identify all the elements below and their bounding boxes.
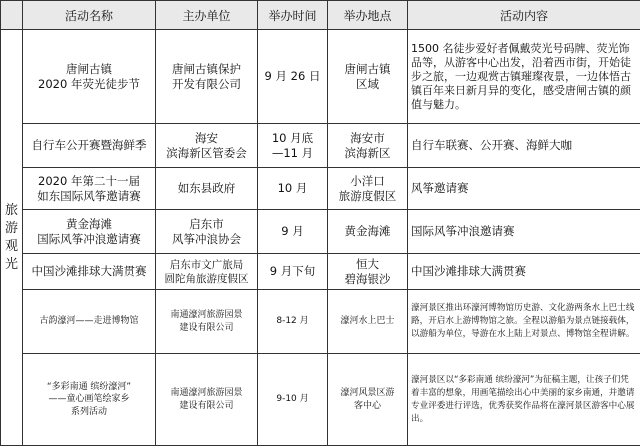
time-cell	[258, 210, 328, 254]
venue-line: 碧海银沙	[331, 272, 404, 287]
time-line: —11 月	[261, 146, 324, 161]
activity-name-cell	[23, 210, 156, 254]
venue-line: 濠河水上巴士	[331, 315, 404, 328]
organizer-cell	[156, 254, 258, 290]
content-cell: 濠河景区推出环濠河博物馆历史游、文化游两条水上巴士线路，开启水上游博物馆之旅。全程以游船为景点链接载体，以游船为单位，导游在水上陆上对景点、博物馆全程讲解。	[408, 290, 640, 354]
activity-name-line: 2020 年第二十一届	[26, 174, 152, 189]
activity-name-cell	[23, 30, 156, 124]
header-row	[1, 1, 640, 30]
venue-line: 唐闸古镇	[331, 62, 404, 77]
header-time: 举办时间	[258, 1, 328, 30]
organizer-cell	[156, 290, 258, 354]
time-cell	[258, 354, 328, 446]
venue-cell	[328, 290, 408, 354]
table-row	[1, 254, 640, 290]
organizer-cell	[156, 124, 258, 168]
table-row	[1, 168, 640, 210]
organizer-cell	[156, 354, 258, 446]
time-line: 10 月底	[261, 131, 324, 146]
table-row	[1, 210, 640, 254]
organizer-line: 风筝冲浪协会	[159, 232, 254, 247]
content-cell: 中国沙滩排球大满贯赛	[408, 254, 640, 290]
time-cell	[258, 124, 328, 168]
venue-cell	[328, 254, 408, 290]
header-activity-name: 活动名称	[23, 1, 156, 30]
header-content: 活动内容	[408, 1, 640, 30]
activity-name-cell	[23, 354, 156, 446]
time-line: 9-10 月	[261, 393, 324, 406]
organizer-line: 如东县政府	[159, 181, 254, 196]
activity-name-cell	[23, 168, 156, 210]
time-line: 9 月下旬	[261, 264, 324, 279]
activity-name-line: 系列活动	[26, 406, 152, 419]
activity-name-cell	[23, 124, 156, 168]
header-organizer: 主办单位	[156, 1, 258, 30]
table-row	[1, 290, 640, 354]
activity-name-line: 国际风筝冲浪邀请赛	[26, 232, 152, 247]
venue-cell	[328, 30, 408, 124]
time-line: 9 月 26 日	[261, 69, 324, 84]
content-cell: 濠河景区以“多彩南通 缤纷濠河”为征稿主题，让孩子们凭着丰富的想象，用画笔描绘出心中美丽的家乡南通，并邀请专业评委进行评选，优秀获奖作品将在濠河景区游客中心展出。	[408, 354, 640, 446]
activity-name-line: 自行车公开赛暨海鲜季	[26, 138, 152, 153]
activity-name-cell	[23, 290, 156, 354]
time-line: 8-12 月	[261, 315, 324, 328]
content-cell: 自行车联赛、公开赛、海鲜大咖	[408, 124, 640, 168]
category-line: 观光	[4, 238, 19, 274]
table-row	[1, 124, 640, 168]
category-cell	[1, 30, 23, 446]
organizer-cell	[156, 168, 258, 210]
venue-line: 客中心	[331, 400, 404, 413]
organizer-line: 启东市文广旅局	[159, 258, 254, 272]
activity-name-line: 如东国际风筝邀请赛	[26, 189, 152, 204]
organizer-line: 唐闸古镇保护	[159, 62, 254, 77]
table-row	[1, 30, 640, 124]
category-line: 旅游	[4, 202, 19, 238]
activity-name-line: “多彩南通 缤纷濠河”	[26, 381, 152, 394]
organizer-line: 南通濠河旅游园景	[159, 309, 254, 322]
organizer-line: 圆陀角旅游度假区	[159, 272, 254, 286]
activity-name-line: 唐闸古镇	[26, 62, 152, 77]
table-row	[1, 354, 640, 446]
activity-name-line: ——童心画笔绘家乡	[26, 393, 152, 406]
time-line: 10 月	[261, 181, 324, 196]
header-venue: 举办地点	[328, 1, 408, 30]
organizer-cell	[156, 30, 258, 124]
organizer-line: 滨海新区管委会	[159, 146, 254, 161]
time-cell	[258, 30, 328, 124]
venue-cell	[328, 124, 408, 168]
content-cell: 风筝邀请赛	[408, 168, 640, 210]
venue-line: 小洋口	[331, 174, 404, 189]
activity-name-line: 黄金海滩	[26, 217, 152, 232]
organizer-line: 建设有限公司	[159, 400, 254, 413]
organizer-line: 南通濠河旅游园景	[159, 387, 254, 400]
activity-name-line: 2020 年荧光徒步节	[26, 77, 152, 92]
venue-line: 旅游度假区	[331, 189, 404, 204]
activity-name-line: 古韵濠河——走进博物馆	[26, 315, 152, 328]
activity-name-line: 中国沙滩排球大满贯赛	[26, 264, 152, 279]
venue-cell	[328, 168, 408, 210]
organizer-line: 建设有限公司	[159, 322, 254, 335]
organizer-line: 启东市	[159, 217, 254, 232]
venue-cell	[328, 354, 408, 446]
time-line: 9 月	[261, 224, 324, 239]
organizer-cell	[156, 210, 258, 254]
venue-cell	[328, 210, 408, 254]
activity-name-cell	[23, 254, 156, 290]
venue-line: 滨海新区	[331, 146, 404, 161]
content-cell: 1500 名徒步爱好者佩戴荧光号码牌、荧光饰品等，从游客中心出发，沿着西市街，开始徒步之旅，一边观赏古镇璀璨夜景，一边体悟古镇百年来日新月异的变化，感受唐闸古镇的颜值与魅力。	[408, 30, 640, 124]
time-cell	[258, 290, 328, 354]
venue-line: 濠河风景区游	[331, 387, 404, 400]
header-corner	[1, 1, 23, 30]
venue-line: 海安市	[331, 131, 404, 146]
content-cell: 国际风筝冲浪邀请赛	[408, 210, 640, 254]
venue-line: 恒大	[331, 257, 404, 272]
organizer-line: 海安	[159, 131, 254, 146]
time-cell	[258, 168, 328, 210]
organizer-line: 开发有限公司	[159, 77, 254, 92]
venue-line: 黄金海滩	[331, 224, 404, 239]
time-cell	[258, 254, 328, 290]
venue-line: 区域	[331, 77, 404, 92]
